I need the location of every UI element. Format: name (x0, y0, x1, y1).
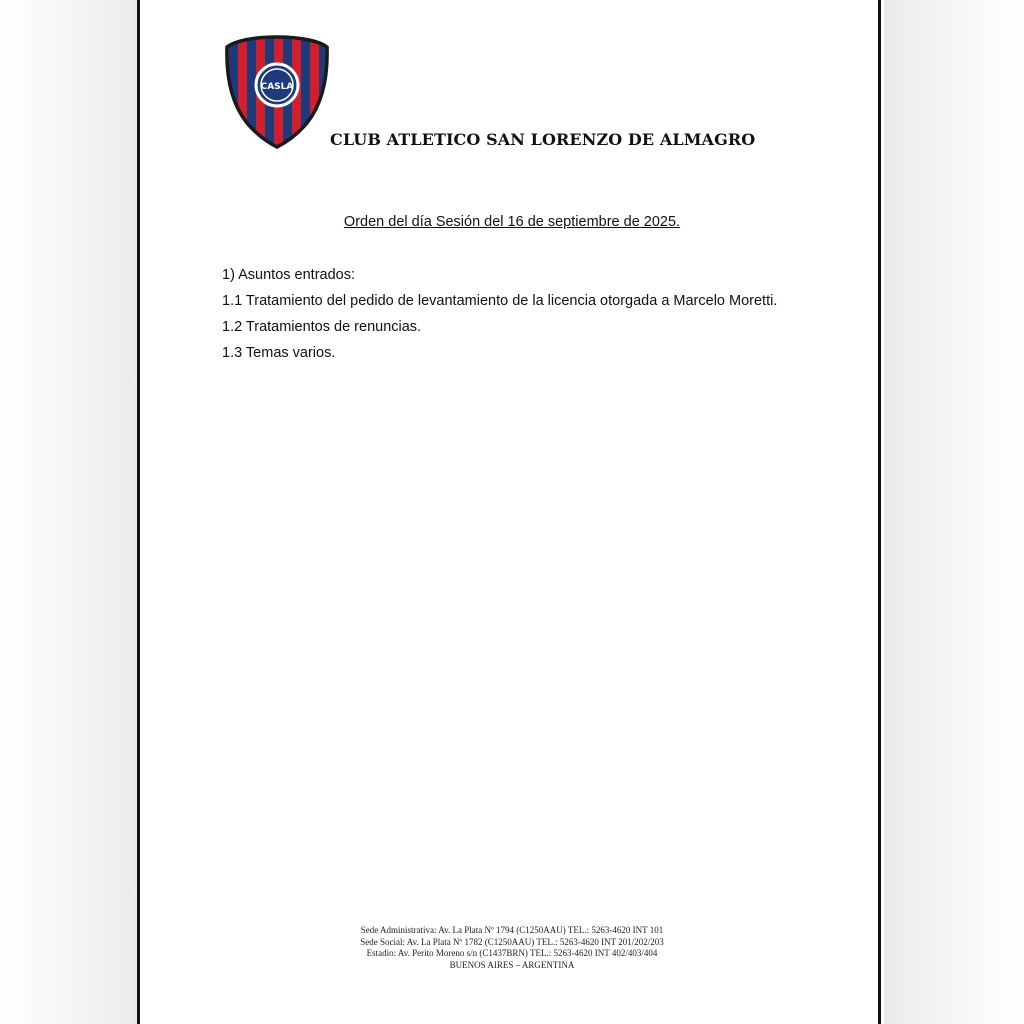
background-shadow-left (0, 0, 140, 1024)
agenda-item: 1.1 Tratamiento del pedido de levantamiento de la licencia otorgada a Marcelo Moretti. (222, 293, 778, 309)
club-crest-logo (223, 33, 331, 150)
agenda-item: 1) Asuntos entrados: (222, 267, 355, 283)
letterhead-footer (140, 925, 884, 971)
agenda-items-list (222, 265, 777, 369)
agenda-title: Orden del día Sesión del 16 de septiembre de 2025. (343, 214, 681, 230)
footer-address-stadium: Estadio: Av. Perito Moreno s/n (C1437BRN) TEL.: 5263-4620 INT 402/403/404 (366, 948, 658, 958)
document-page (137, 0, 881, 1024)
crest-monogram: CASLA (260, 82, 294, 92)
club-name-heading: CLUB ATLETICO SAN LORENZO DE ALMAGRO (330, 130, 756, 149)
footer-address-social: Sede Social: Av. La Plata Nº 1782 (C1250AAU) TEL.: 5263-4620 INT 201/202/203 (360, 936, 664, 947)
agenda-item: 1.3 Temas varios. (222, 345, 336, 361)
footer-address-admin: Sede Administrativa: Av. La Plata Nº 1794 (C1250AAU) TEL.: 5263-4620 INT 101 (360, 925, 664, 935)
agenda-item: 1.2 Tratamientos de renuncias. (222, 319, 422, 335)
footer-city-country: BUENOS AIRES – ARGENTINA (449, 959, 575, 970)
background-shadow-right (884, 0, 1024, 1024)
